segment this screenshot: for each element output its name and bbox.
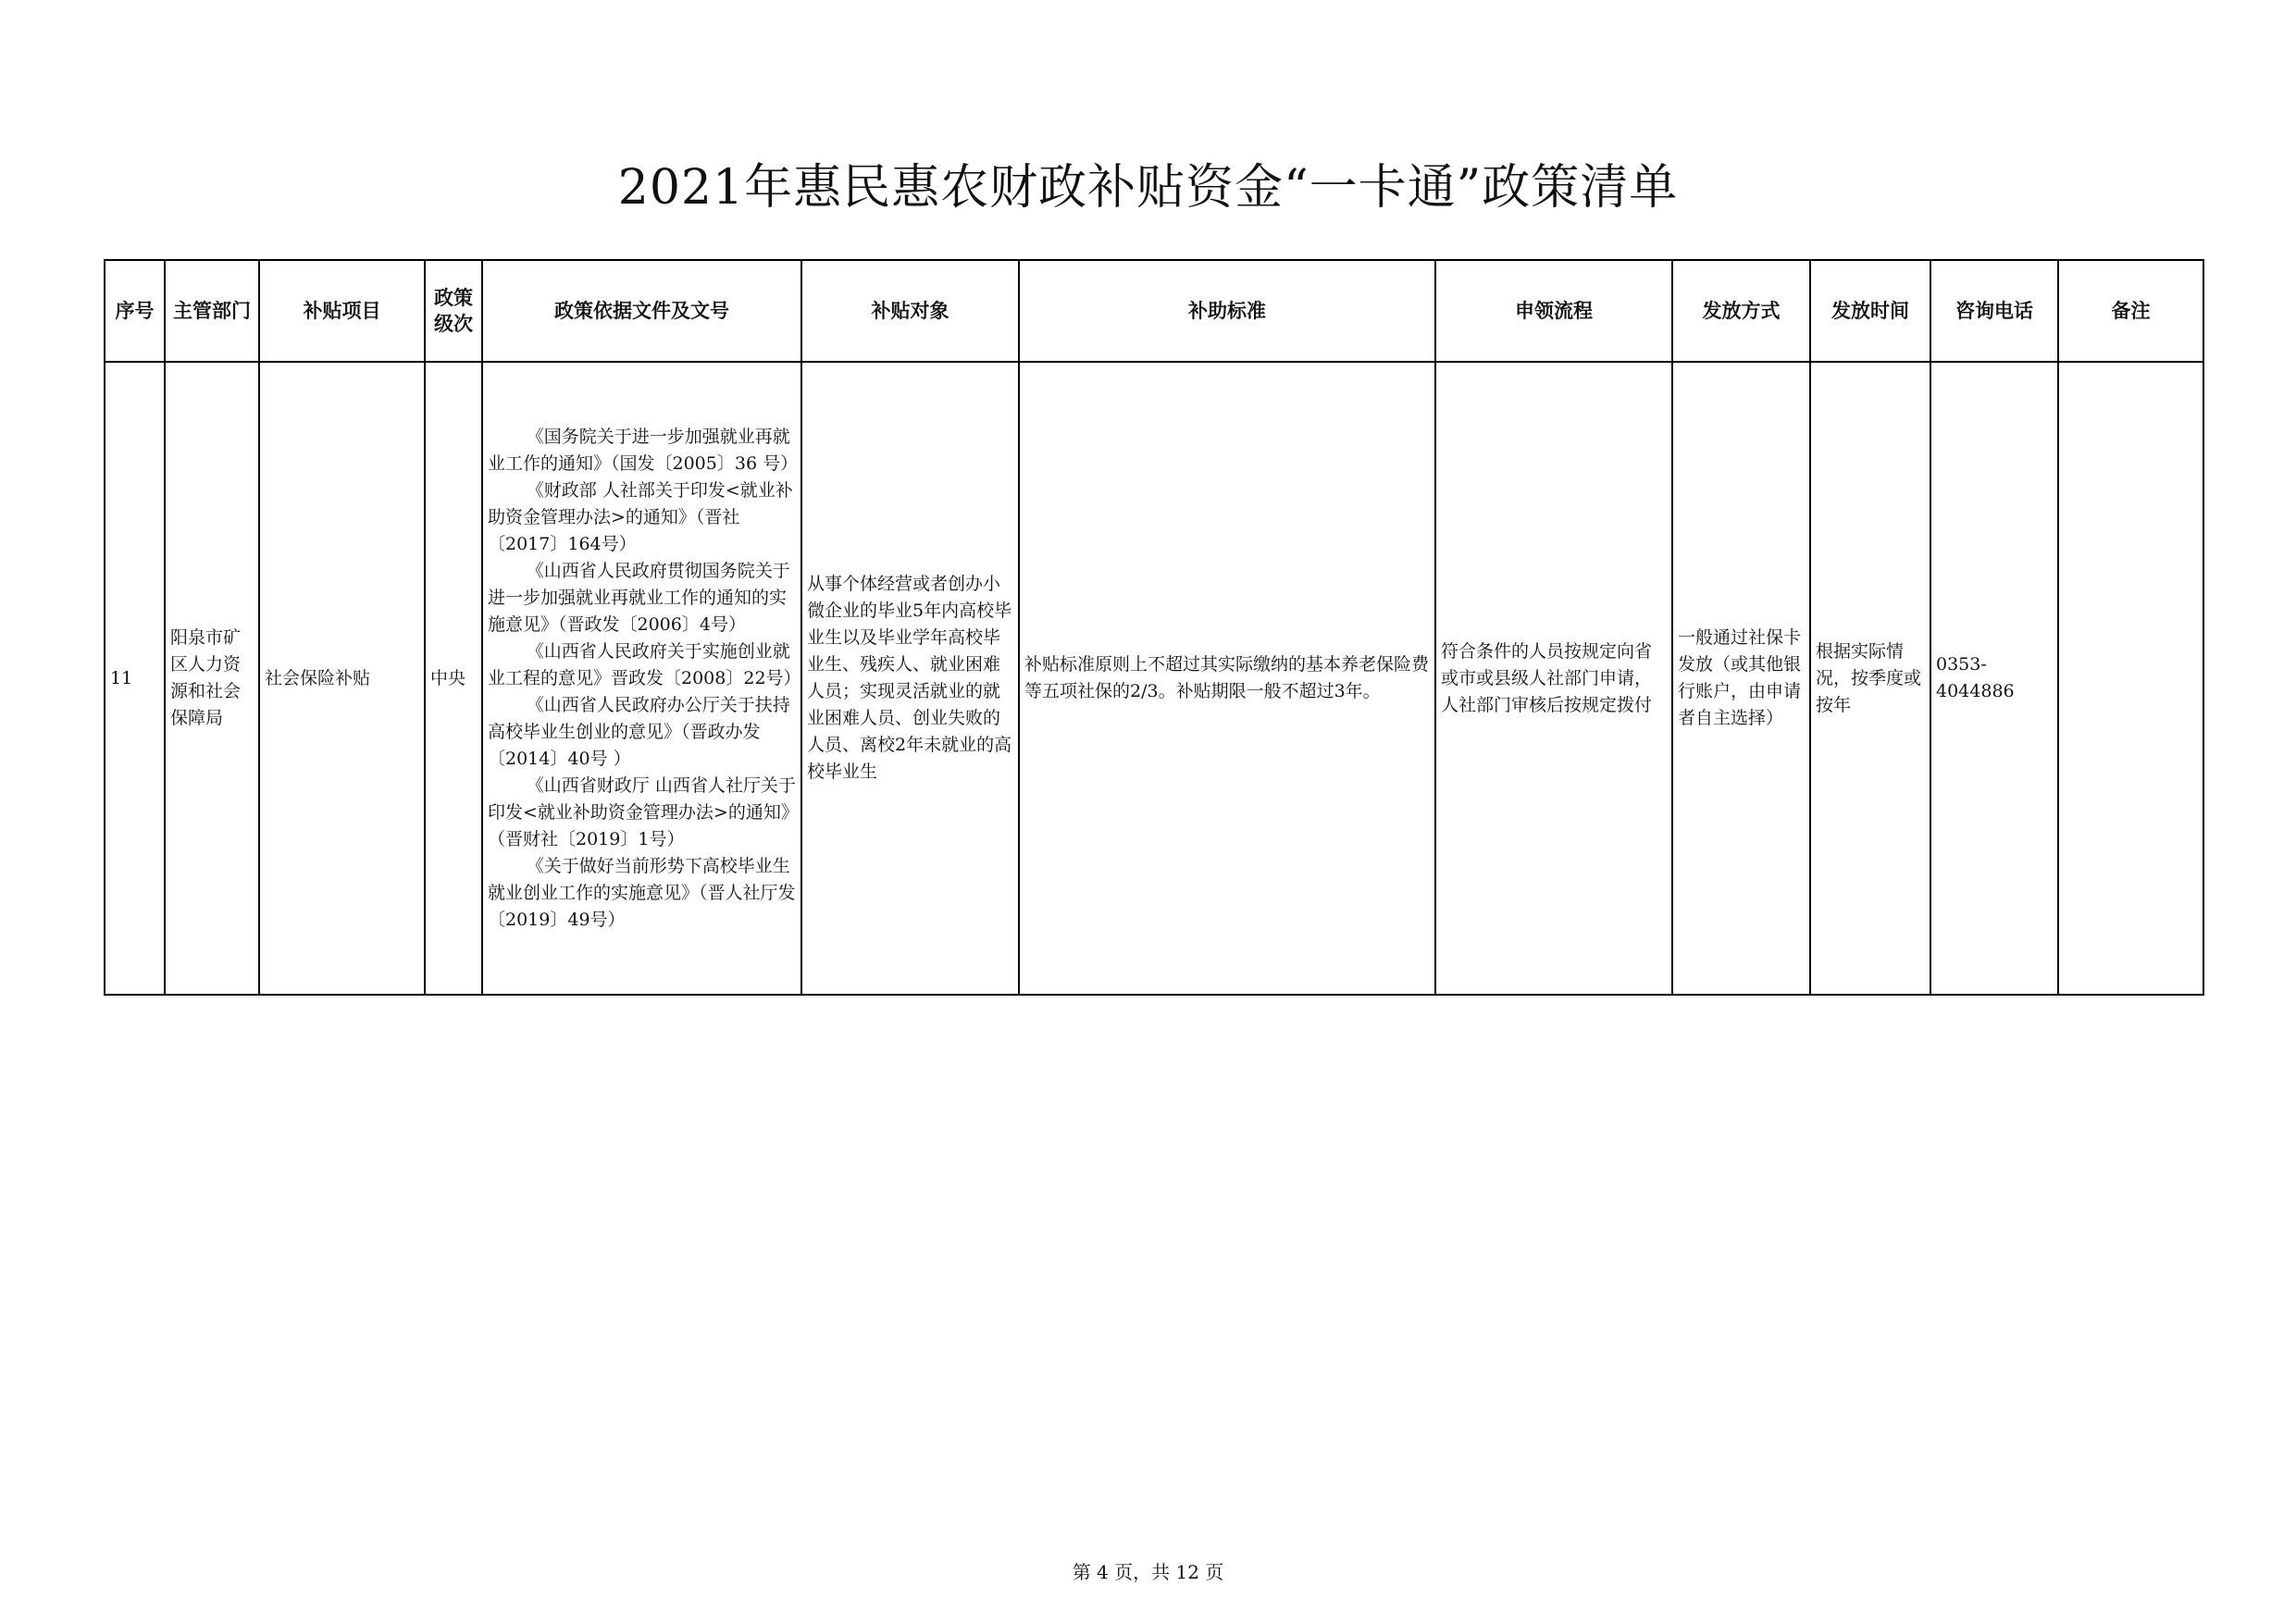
header-level: 政策级次 xyxy=(425,260,482,362)
cell-process: 符合条件的人员按规定向省或市或县级人社部门申请，人社部门审核后按规定拨付 xyxy=(1435,362,1672,995)
header-target: 补贴对象 xyxy=(801,260,1019,362)
header-phone: 咨询电话 xyxy=(1930,260,2058,362)
basis-document: 《关于做好当前形势下高校毕业生就业创业工作的实施意见》（晋人社厅发〔2019〕49号） xyxy=(488,855,796,930)
basis-document: 《山西省人民政府贯彻国务院关于进一步加强就业再就业工作的通知的实施意见》（晋政发〔2006〕4号） xyxy=(488,560,790,635)
basis-document: 《山西省财政厅 山西省人社厅关于印发<就业补助资金管理办法>的通知》（晋财社〔2019〕1号） xyxy=(488,774,796,849)
cell-basis xyxy=(482,362,801,995)
cell-level: 中央 xyxy=(425,362,482,995)
cell-target: 从事个体经营或者创办小微企业的毕业5年内高校毕业生以及毕业学年高校毕业生、残疾人、就业困难人员；实现灵活就业的就业困难人员、创业失败的人员、离校2年未就业的高校毕业生 xyxy=(801,362,1019,995)
header-dept: 主管部门 xyxy=(165,260,259,362)
cell-time: 根据实际情况，按季度或按年 xyxy=(1810,362,1930,995)
cell-seq: 11 xyxy=(105,362,165,995)
header-item: 补贴项目 xyxy=(259,260,425,362)
table-row xyxy=(105,362,2203,995)
cell-note xyxy=(2058,362,2203,995)
cell-standard: 补贴标准原则上不超过其实际缴纳的基本养老保险费等五项社保的2/3。补贴期限一般不超过3年。 xyxy=(1019,362,1435,995)
header-time: 发放时间 xyxy=(1810,260,1930,362)
header-seq: 序号 xyxy=(105,260,165,362)
table-header-row xyxy=(105,260,2203,362)
header-basis: 政策依据文件及文号 xyxy=(482,260,801,362)
cell-method: 一般通过社保卡发放（或其他银行账户，由申请者自主选择） xyxy=(1672,362,1810,995)
page-footer: 第 4 页，共 12 页 xyxy=(1072,1561,1224,1583)
header-standard: 补助标准 xyxy=(1019,260,1435,362)
basis-document: 《国务院关于进一步加强就业再就业工作的通知》（国发〔2005〕36 号） xyxy=(488,426,799,474)
cell-phone: 0353-4044886 xyxy=(1930,362,2058,995)
cell-dept: 阳泉市矿区人力资源和社会保障局 xyxy=(165,362,259,995)
cell-item: 社会保险补贴 xyxy=(259,362,425,995)
policy-table xyxy=(104,259,2204,996)
header-note: 备注 xyxy=(2058,260,2203,362)
basis-document: 《山西省人民政府关于实施创业就业工程的意见》晋政发〔2008〕22号） xyxy=(488,640,801,688)
basis-document: 《财政部 人社部关于印发<就业补助资金管理办法>的通知》（晋社〔2017〕164号） xyxy=(488,479,793,554)
basis-document: 《山西省人民政府办公厅关于扶持高校毕业生创业的意见》（晋政办发〔2014〕40号 ） xyxy=(488,694,790,769)
header-method: 发放方式 xyxy=(1672,260,1810,362)
header-process: 申领流程 xyxy=(1435,260,1672,362)
page-title: 2021年惠民惠农财政补贴资金“一卡通”政策清单 xyxy=(617,160,1679,216)
